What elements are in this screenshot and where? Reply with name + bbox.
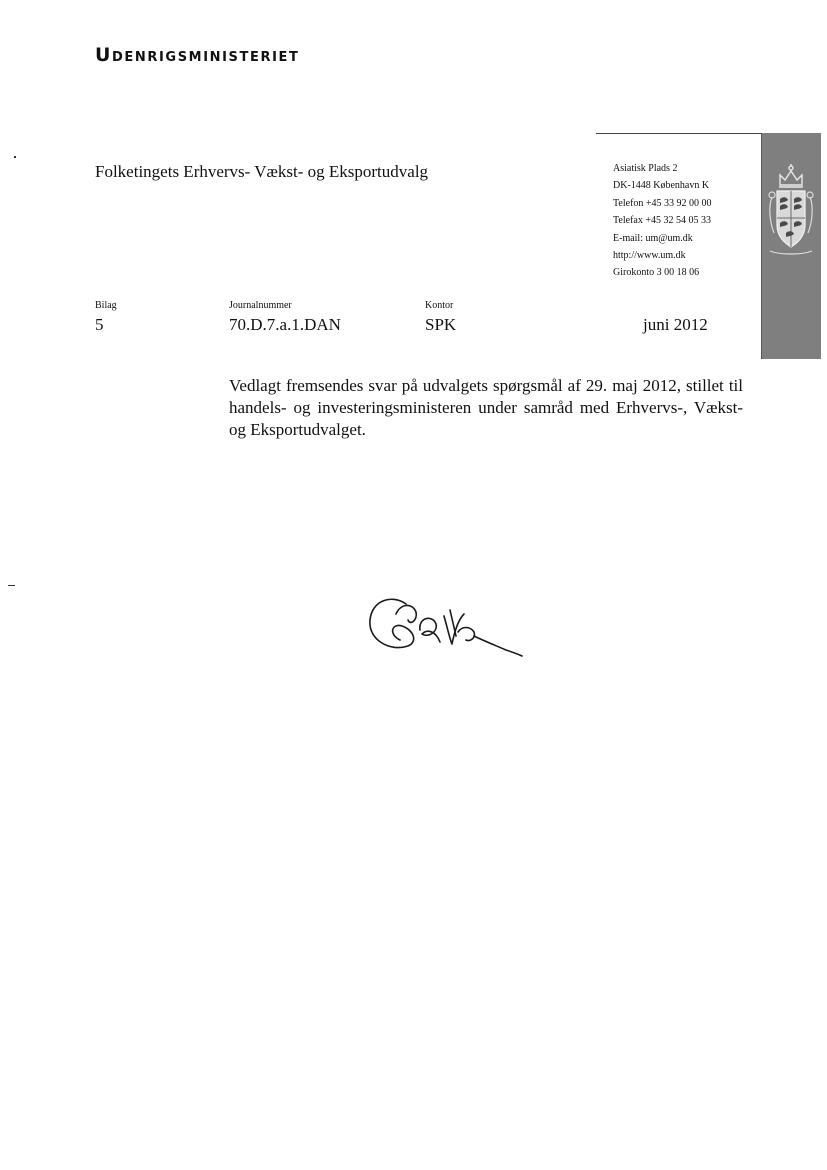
address-divider	[596, 133, 762, 134]
kontor-value: SPK	[425, 315, 457, 334]
address-line: E-mail: um@um.dk	[613, 232, 693, 244]
journal-label: Journalnummer	[229, 300, 292, 311]
address-block	[613, 160, 712, 282]
scan-mark	[14, 156, 16, 158]
crest-band	[761, 133, 821, 359]
kontor-label: Kontor	[425, 300, 454, 311]
journal-value: 70.D.7.a.1.DAN	[229, 315, 341, 334]
address-line: Telefon +45 33 92 00 00	[613, 197, 712, 209]
address-line: Girokonto 3 00 18 06	[613, 267, 700, 279]
bilag-label: Bilag	[95, 300, 117, 311]
royal-coat-of-arms-icon	[766, 163, 816, 263]
address-line: Asiatisk Plads 2	[613, 163, 678, 174]
recipient-name: Folketingets Erhvervs- Vækst- og Eksportudvalg	[95, 162, 429, 181]
address-line: DK-1448 København K	[613, 180, 710, 192]
body-paragraph: Vedlagt fremsendes svar på udvalgets spørgsmål af 29. maj 2012, stillet til handels- og investeringsministeren under samråd med Erhvervs-, Vækst- og Eksportudvalget.	[229, 376, 743, 439]
bilag-value: 5	[95, 315, 104, 334]
ministry-title: Udenrigsministeriet	[95, 44, 300, 66]
address-line: Telefax +45 32 54 05 33	[613, 215, 711, 227]
letter-date: juni 2012	[643, 315, 708, 334]
handwritten-signature	[362, 590, 532, 670]
fold-mark	[8, 585, 15, 586]
address-line: http://www.um.dk	[613, 249, 686, 261]
